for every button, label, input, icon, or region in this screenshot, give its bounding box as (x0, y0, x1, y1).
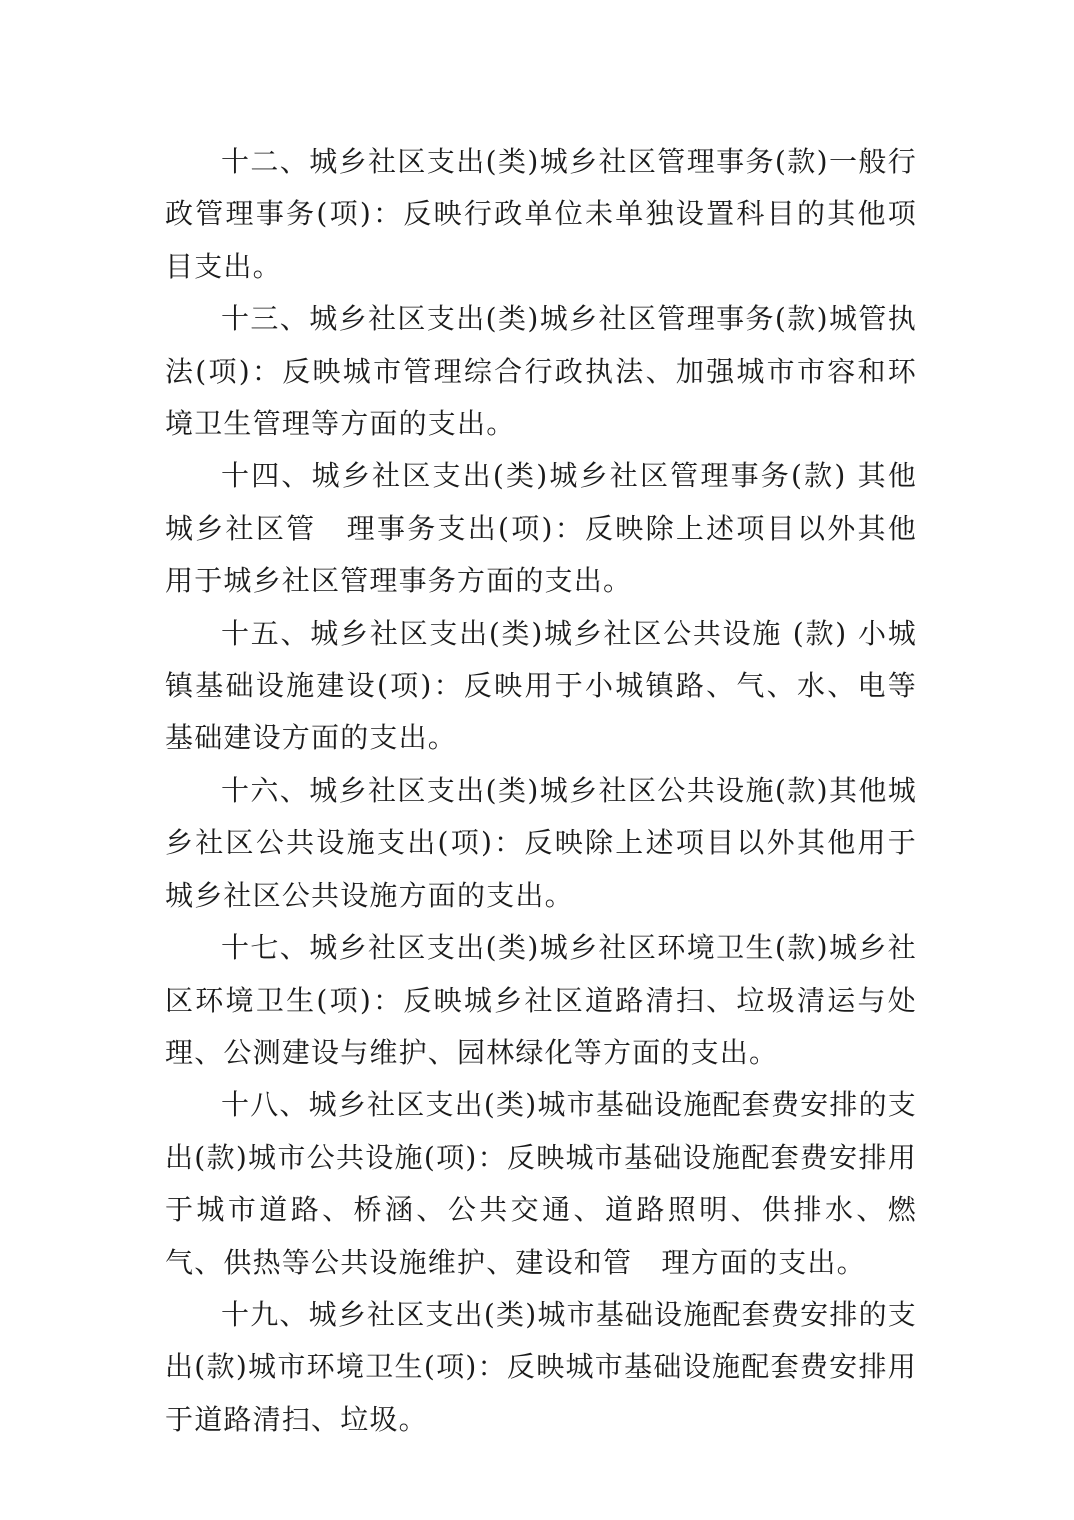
paragraph-12: 十二、城乡社区支出(类)城乡社区管理事务(款)一般行政管理事务(项)：反映行政单位未单独设置科目的其他项目支出。 (165, 145, 917, 283)
paragraph-14: 十四、城乡社区支出(类)城乡社区管理事务(款) 其他城乡社区管 理事务支出(项)：反映除上述项目以外其他用于城乡社区管理事务方面的支出。 (165, 459, 917, 598)
paragraph-19: 十九、城乡社区支出(类)城市基础设施配套费安排的支出(款)城市环境卫生(项)：反映城市基础设施配套费安排用于道路清扫、垃圾。 (165, 1297, 917, 1436)
paragraph-17: 十七、城乡社区支出(类)城乡社区环境卫生(款)城乡社区环境卫生(项)：反映城乡社区道路清扫、垃圾清运与处理、公测建设与维护、园林绿化等方面的支出。 (165, 931, 917, 1069)
paragraph-13: 十三、城乡社区支出(类)城乡社区管理事务(款)城管执法(项)：反映城市管理综合行政执法、加强城市市容和环境卫生管理等方面的支出。 (165, 302, 917, 441)
document-body (165, 136, 917, 1446)
paragraph-15: 十五、城乡社区支出(类)城乡社区公共设施 (款) 小城镇基础设施建设(项)：反映用于小城镇路、气、水、电等基础建设方面的支出。 (165, 616, 917, 755)
paragraph-18: 十八、城乡社区支出(类)城市基础设施配套费安排的支出(款)城市公共设施(项)：反映城市基础设施配套费安排用于城市道路、桥涵、公共交通、道路照明、供排水、燃气、供热等公共设施维护、建设和管 理方面的支出。 (165, 1088, 917, 1279)
paragraph-16: 十六、城乡社区支出(类)城乡社区公共设施(款)其他城乡社区公共设施支出(项)：反映除上述项目以外其他用于城乡社区公共设施方面的支出。 (165, 773, 917, 912)
